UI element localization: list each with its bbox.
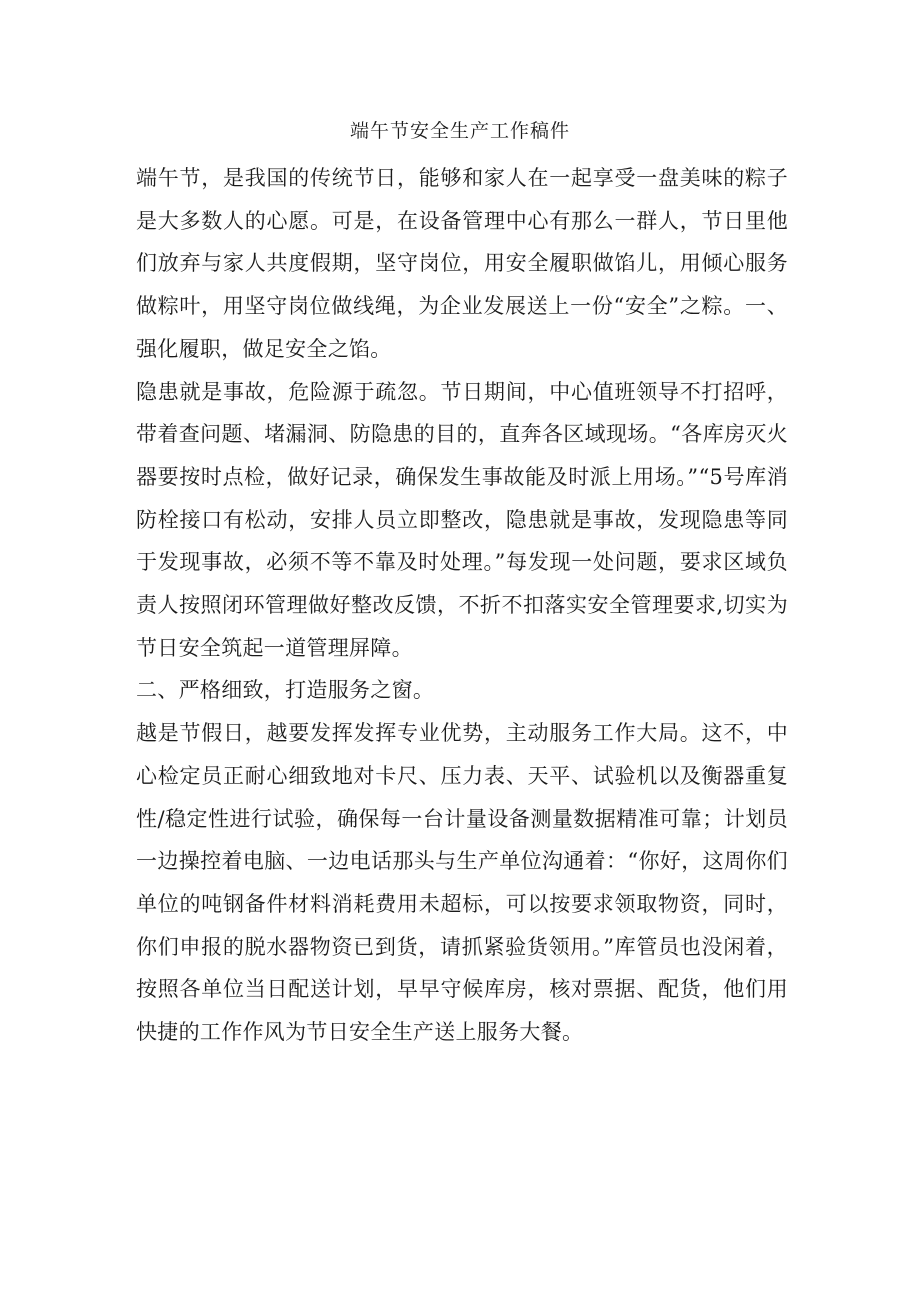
paragraph-intro: 端午节，是我国的传统节日，能够和家人在一起享受一盘美味的粽子是大多数人的心愿。可是，在设备管理中心有那么一群人，节日里他们放弃与家人共度假期，坚守岗位，用安全履职做馅儿，用倾心服务做粽叶，用坚守岗位做线绳，为企业发展送上一份“安全”之粽。一、强化履职，做足安全之馅。 <box>136 166 788 361</box>
paragraph-service: 越是节假日，越要发挥发挥专业优势，主动服务工作大局。这不，中心检定员正耐心细致地对卡尺、压力表、天平、试验机以及衡器重复性/稳定性进行试验，确保每一台计量设备测量数据精准可靠；计划员一边操控着电脑、一边电话那头与生产单位沟通着：“你好，这周你们单位的吨钢备件材料消耗费用未超标，可以按要求领取物资，同时，你们申报的脱水器物资已到货，请抓紧验货领用。”库管员也没闲着，按照各单位当日配送计划，早早守候库房，核对票据、配货，他们用快捷的工作作风为节日安全生产送上服务大餐。 <box>136 721 788 1045</box>
paragraph-hazard-inspection: 隐患就是事故，危险源于疏忽。节日期间，中心值班领导不打招呼，带着查问题、堵漏洞、防隐患的目的，直奔各区域现场。“各库房灭火器要按时点检，做好记录，确保发生事故能及时派上用场。”“5号库消防栓接口有松动，安排人员立即整改，隐患就是事故，发现隐患等同于发现事故，必须不等不靠及时处理。”每发现一处问题，要求区域负责人按照闭环管理做好整改反馈，不折不扣落实安全管理要求,切实为节日安全筑起一道管理屏障。 <box>136 379 788 660</box>
document-title: 端午节安全生产工作稿件 <box>349 120 570 142</box>
section-heading-service: 二、严格细致，打造服务之窗。 <box>136 678 435 703</box>
document-body <box>136 157 788 1054</box>
